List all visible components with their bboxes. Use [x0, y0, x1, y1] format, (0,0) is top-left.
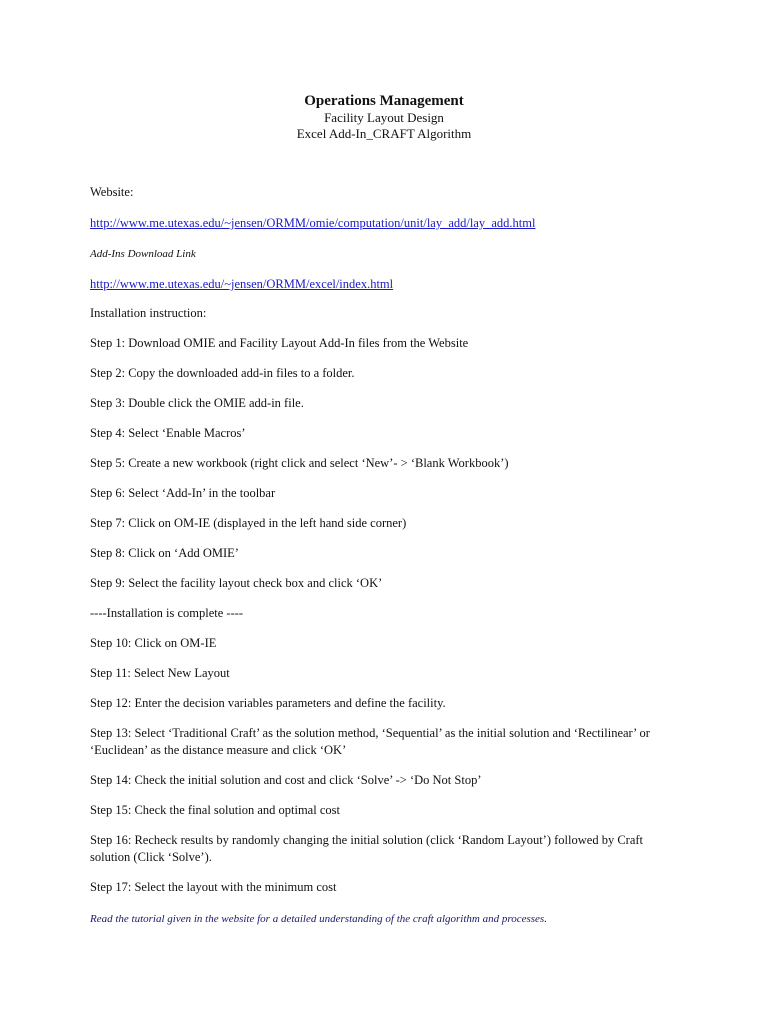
addins-link[interactable]: http://www.me.utexas.edu/~jensen/ORMM/excel/index.html: [90, 277, 394, 291]
step-13: Step 13: Select ‘Traditional Craft’ as the solution method, ‘Sequential’ as the initial solution and ‘Rectilinear’ or ‘Euclidean’ as the distance measure and click ‘OK’: [90, 726, 650, 757]
install-heading: Installation instruction:: [90, 306, 207, 320]
step-3: Step 3: Double click the OMIE add-in file.: [90, 396, 304, 410]
step-17: Step 17: Select the layout with the minimum cost: [90, 880, 337, 894]
website-link[interactable]: http://www.me.utexas.edu/~jensen/ORMM/omie/computation/unit/lay_add/lay_add.html: [90, 216, 536, 230]
footer-note: Read the tutorial given in the website for a detailed understanding of the craft algorithm and processes.: [90, 913, 547, 925]
document-title: Operations Management: [304, 93, 464, 109]
step-11: Step 11: Select New Layout: [90, 666, 230, 680]
step-16: Step 16: Recheck results by randomly changing the initial solution (click ‘Random Layout’) followed by Craft solution (Click ‘Solve’).: [90, 833, 644, 864]
step-12: Step 12: Enter the decision variables parameters and define the facility.: [90, 696, 446, 710]
website-label: Website:: [90, 185, 134, 199]
title-block: [0, 92, 768, 142]
addins-label: Add-Ins Download Link: [90, 248, 196, 260]
step-1: Step 1: Download OMIE and Facility Layout Add-In files from the Website: [90, 336, 469, 350]
step-5: Step 5: Create a new workbook (right click and select ‘New’- > ‘Blank Workbook’): [90, 456, 509, 470]
step-9: Step 9: Select the facility layout check box and click ‘OK’: [90, 576, 383, 590]
installation-complete: ----Installation is complete ----: [90, 606, 244, 620]
step-6: Step 6: Select ‘Add-In’ in the toolbar: [90, 486, 276, 500]
step-15: Step 15: Check the final solution and optimal cost: [90, 803, 340, 817]
document-subtitle-2: Excel Add-In_CRAFT Algorithm: [296, 126, 472, 141]
step-10: Step 10: Click on OM-IE: [90, 636, 217, 650]
document-subtitle-1: Facility Layout Design: [324, 110, 444, 125]
step-7: Step 7: Click on OM-IE (displayed in the left hand side corner): [90, 516, 407, 530]
step-2: Step 2: Copy the downloaded add-in files to a folder.: [90, 366, 355, 380]
step-14: Step 14: Check the initial solution and cost and click ‘Solve’ -> ‘Do Not Stop’: [90, 773, 482, 787]
step-8: Step 8: Click on ‘Add OMIE’: [90, 546, 239, 560]
step-4: Step 4: Select ‘Enable Macros’: [90, 426, 246, 440]
